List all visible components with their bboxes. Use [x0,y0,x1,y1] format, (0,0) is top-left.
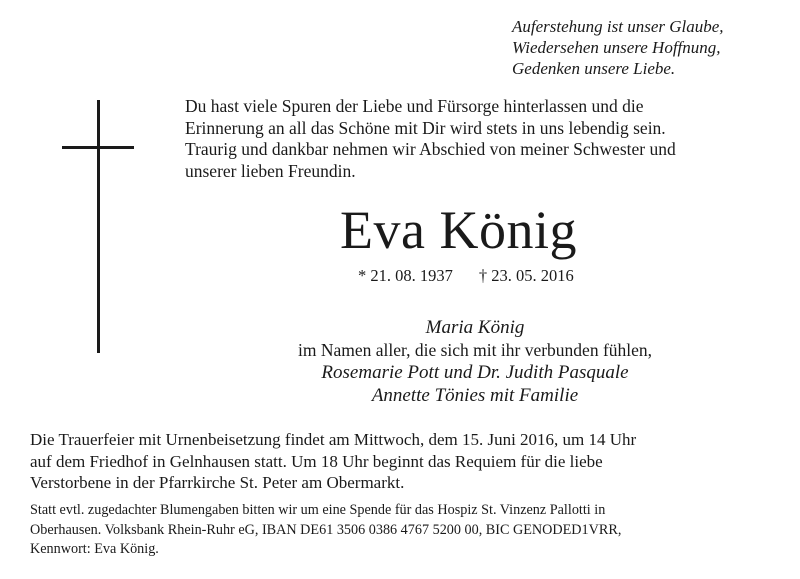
donation-info [30,501,790,560]
donation-line: Statt evtl. zugedachter Blumengaben bitten wir um eine Spende für das Hospiz St. Vinzenz Pallotti in [30,502,606,518]
ceremony-line: auf dem Friedhof in Gelnhausen statt. Um 18 Uhr beginnt das Requiem für die liebe [30,451,603,471]
motto-line: Auferstehung ist unser Glaube, [512,17,724,36]
motto-line: Gedenken unsere Liebe. [512,59,676,78]
motto [512,16,792,79]
motto-line: Wiedersehen unsere Hoffnung, [512,38,721,57]
donation-line: Oberhausen. Volksbank Rhein-Ruhr eG, IBAN DE61 3506 0386 4767 5200 00, BIC GENODED1VRR, [30,521,622,538]
cross-icon [62,100,134,353]
intro-line: Du hast viele Spuren der Liebe und Fürsorge hinterlassen und die [185,96,644,116]
life-dates [358,266,574,286]
intro-line: unserer lieben Freundin. [185,160,356,181]
cross-vertical-bar [97,100,100,353]
mourner-name: Annette Tönies mit Familie [371,385,579,406]
ceremony-info [30,429,790,494]
intro-line: Traurig und dankbar nehmen wir Abschied von meiner Schwester und [185,139,676,159]
ceremony-line: Die Trauerfeier mit Urnenbeisetzung findet am Mittwoch, dem 15. Juni 2016, um 14 Uhr [30,430,637,449]
birth-date: * 21. 08. 1937 [358,266,453,285]
donation-line: Kennwort: Eva König. [30,541,159,557]
ceremony-line: Verstorbene in der Pfarrkirche St. Peter am Obermarkt. [30,473,405,492]
mourner-note: im Namen aller, die sich mit ihr verbunden fühlen, [297,340,653,360]
intro-line: Erinnerung an all das Schöne mit Dir wird stets in uns lebendig sein. [185,117,666,138]
cross-horizontal-bar [62,146,134,149]
death-date: † 23. 05. 2016 [478,266,574,285]
mourner-name: Rosemarie Pott und Dr. Judith Pasquale [321,362,629,383]
intro-text [185,96,785,182]
mourners [200,316,750,407]
mourner-name: Maria König [425,317,525,338]
deceased-name: Eva König [340,200,577,260]
